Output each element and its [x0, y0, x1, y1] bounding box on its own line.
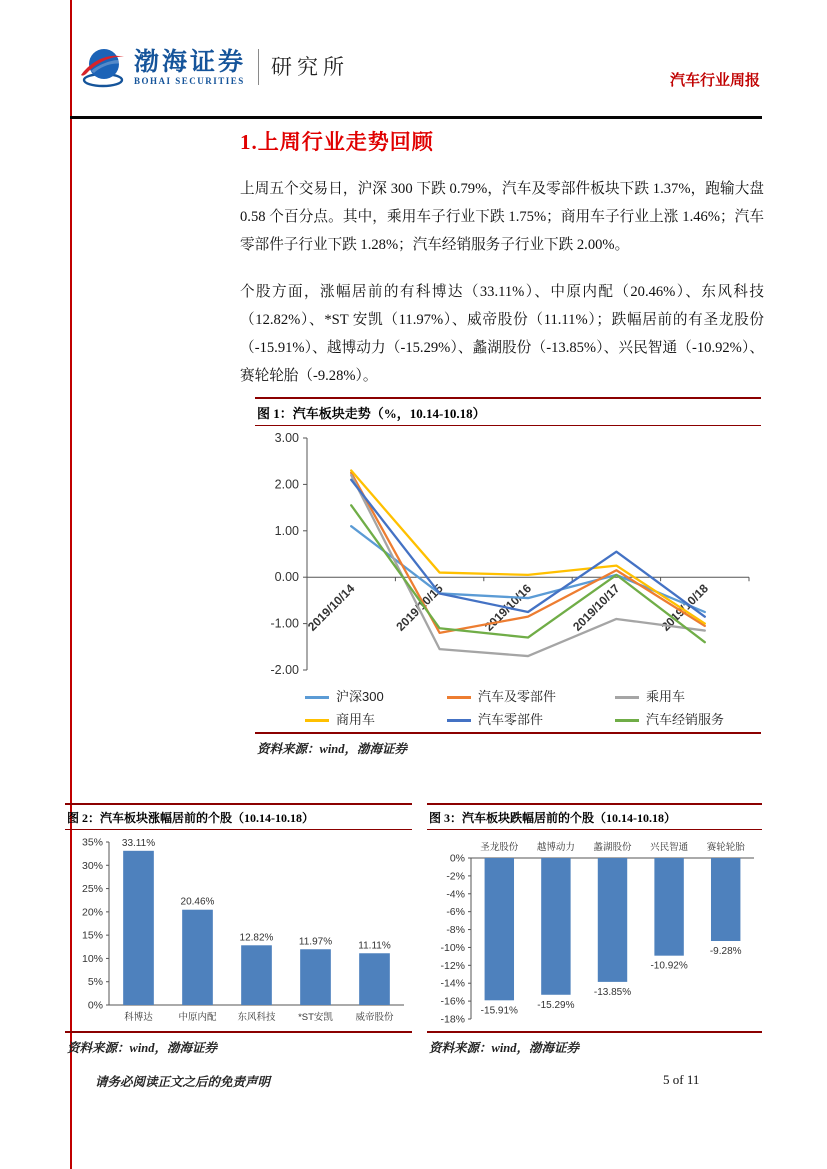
svg-text:2019/10/18: 2019/10/18: [658, 581, 711, 634]
svg-text:11.97%: 11.97%: [298, 936, 333, 948]
losers-bar-chart: [427, 832, 762, 1027]
svg-text:2019/10/17: 2019/10/17: [570, 581, 623, 634]
svg-text:-15.91%: -15.91%: [480, 1005, 518, 1017]
svg-text:-2.00: -2.00: [270, 663, 299, 677]
legend-swatch: [447, 719, 471, 722]
svg-text:10%: 10%: [81, 952, 103, 965]
svg-text:-14%: -14%: [440, 977, 465, 990]
svg-text:2019/10/15: 2019/10/15: [393, 581, 446, 634]
svg-text:15%: 15%: [81, 929, 103, 942]
page-number: 5 of 11: [663, 1072, 700, 1087]
svg-text:3.00: 3.00: [274, 431, 299, 445]
legend-item: [447, 709, 615, 728]
legend-swatch: [615, 696, 639, 699]
svg-text:12.82%: 12.82%: [239, 932, 274, 944]
report-title: 汽车行业周报: [669, 73, 760, 89]
legend-swatch: [305, 719, 329, 722]
header-rule: [70, 116, 762, 119]
legend-swatch: [447, 696, 471, 699]
svg-text:-15.29%: -15.29%: [537, 999, 575, 1011]
svg-text:*ST安凯: *ST安凯: [298, 1012, 333, 1023]
line-chart-legend: [305, 686, 761, 728]
svg-text:-10.92%: -10.92%: [650, 960, 688, 972]
legend-label: 商用车: [336, 712, 376, 727]
svg-text:33.11%: 33.11%: [121, 837, 156, 849]
svg-text:圣龙股份: 圣龙股份: [480, 842, 519, 853]
svg-text:20%: 20%: [81, 906, 103, 919]
brand-name-cn: 渤海证券: [134, 48, 247, 76]
svg-text:35%: 35%: [81, 836, 103, 849]
svg-text:20.46%: 20.46%: [180, 896, 215, 908]
paragraph-stock-movers: 个股方面，涨幅居前的有科博达（33.11%）、中原内配（20.46%）、东风科技（12.82%）、*ST 安凯（11.97%）、威帝股份（11.11%）；跌幅居前的有圣龙股份（-15.91%）、越博动力（-15.29%）、蠡湖股份（-13.85%）、兴民智通（-10.92%）、赛轮轮胎（-9.28%）。: [240, 284, 764, 384]
svg-text:赛轮轮胎: 赛轮轮胎: [706, 842, 745, 853]
svg-text:-18%: -18%: [440, 1013, 465, 1026]
figure-1-source: 资料来源：wind，渤海证券: [255, 732, 761, 759]
svg-text:-6%: -6%: [446, 906, 465, 919]
svg-text:-1.00: -1.00: [270, 616, 299, 631]
figure-2-title: 图 2：汽车板块涨幅居前的个股（10.14-10.18）: [65, 803, 412, 830]
svg-text:0%: 0%: [87, 999, 103, 1012]
figure-3-title: 图 3：汽车板块跌幅居前的个股（10.14-10.18）: [427, 803, 762, 830]
svg-text:中原内配: 中原内配: [178, 1012, 217, 1023]
page-header: [78, 44, 760, 92]
svg-text:2.00: 2.00: [274, 477, 299, 492]
figure-row: [65, 803, 762, 1058]
brand-name-en: BOHAI SECURITIES: [134, 76, 245, 87]
figure-1-title: 图 1：汽车板块走势（%，10.14-10.18）: [255, 397, 761, 426]
figure-2-source: 资料来源：wind，渤海证券: [65, 1031, 412, 1058]
svg-text:-4%: -4%: [446, 888, 465, 901]
svg-text:-16%: -16%: [440, 995, 465, 1008]
legend-item: [305, 709, 447, 728]
legend-swatch: [305, 696, 329, 699]
sector-trend-line-chart: [255, 428, 761, 686]
svg-text:东风科技: 东风科技: [237, 1012, 276, 1023]
figure-2: [65, 803, 412, 1058]
legend-item: [615, 686, 761, 705]
legend-label: 沪深300: [336, 689, 384, 704]
svg-text:-8%: -8%: [446, 924, 465, 937]
svg-text:0.00: 0.00: [274, 570, 299, 585]
svg-text:-12%: -12%: [440, 959, 465, 972]
svg-text:科博达: 科博达: [124, 1012, 153, 1023]
legend-label: 汽车经销服务: [646, 712, 725, 727]
svg-text:兴民智通: 兴民智通: [650, 842, 689, 853]
dept-name: 研究所: [271, 55, 350, 79]
legend-label: 乘用车: [646, 689, 686, 704]
brand: [78, 44, 349, 92]
svg-text:1.00: 1.00: [274, 523, 299, 538]
legend-label: 汽车零部件: [478, 712, 544, 727]
svg-text:11.11%: 11.11%: [358, 940, 391, 952]
svg-text:-9.28%: -9.28%: [709, 946, 742, 958]
paragraph-market-review: 上周五个交易日，沪深 300 下跌 0.79%，汽车及零部件板块下跌 1.37%，跑输大盘 0.58 个百分点。其中，乘用车子行业下跌 1.75%；商用车子行业上涨 1.46%；汽车零部件子行业下跌 1.28%；汽车经销服务子行业下跌 2.00%。: [240, 181, 764, 253]
svg-text:2019/10/16: 2019/10/16: [481, 581, 535, 634]
section-title: 1.上周行业走势回顾: [240, 130, 434, 154]
figure-1: [255, 397, 761, 759]
legend-label: 汽车及零部件: [478, 689, 557, 704]
svg-text:-10%: -10%: [440, 941, 465, 954]
gainers-bar-chart: [65, 832, 412, 1027]
svg-text:5%: 5%: [87, 976, 103, 989]
legend-item: [615, 709, 761, 728]
svg-text:威帝股份: 威帝股份: [355, 1012, 394, 1023]
svg-text:2019/10/14: 2019/10/14: [304, 581, 358, 634]
bohai-globe-icon: [78, 44, 126, 92]
figure-3-source: 资料来源：wind，渤海证券: [427, 1031, 762, 1058]
legend-swatch: [615, 719, 639, 722]
legend-item: [447, 686, 615, 705]
brand-text: [134, 50, 246, 86]
svg-text:-2%: -2%: [446, 870, 465, 883]
svg-text:0%: 0%: [449, 852, 465, 865]
legend-item: [305, 686, 447, 705]
svg-text:30%: 30%: [81, 859, 103, 872]
footer-disclaimer: 请务必阅读正文之后的免责声明: [95, 1075, 271, 1089]
figure-3: [427, 803, 762, 1058]
svg-text:-13.85%: -13.85%: [593, 986, 632, 998]
svg-text:越博动力: 越博动力: [536, 842, 575, 853]
svg-text:25%: 25%: [81, 883, 103, 896]
svg-text:蠡湖股份: 蠡湖股份: [593, 842, 632, 853]
brand-divider: [258, 49, 259, 85]
